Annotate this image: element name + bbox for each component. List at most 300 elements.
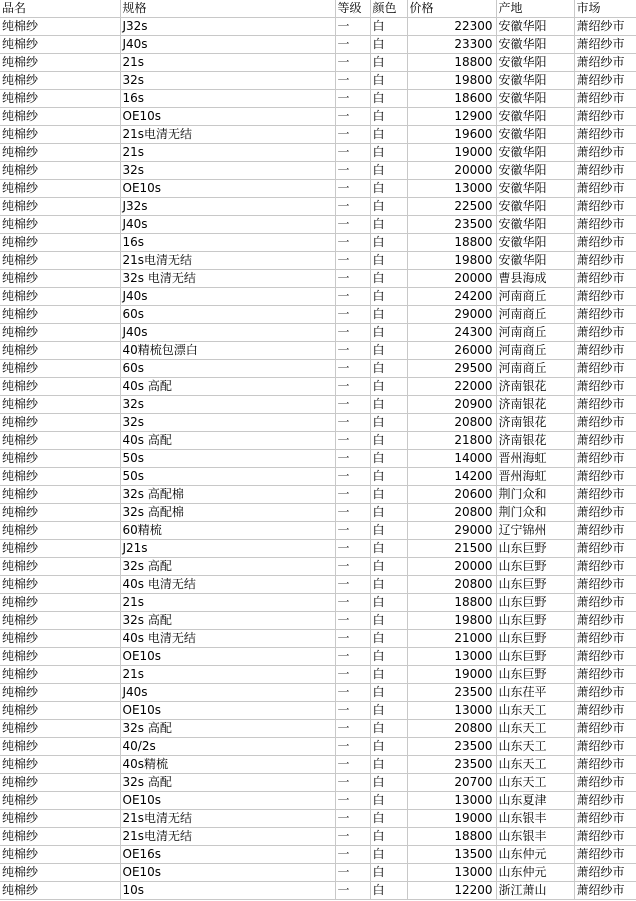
cell-name: 纯棉纱 [0,216,120,234]
cell-spec: OE10s [120,108,335,126]
table-row [0,522,636,540]
cell-price: 18800 [407,828,496,846]
cell-grade: 一 [335,252,370,270]
cell-spec: 32s 高配棉 [120,486,335,504]
cell-price: 19800 [407,72,496,90]
cell-market: 萧绍纱市 [574,540,636,558]
cell-grade: 一 [335,108,370,126]
cell-color: 白 [370,594,407,612]
cell-market: 萧绍纱市 [574,756,636,774]
cell-market: 萧绍纱市 [574,882,636,900]
cell-spec: 16s [120,90,335,108]
table-row [0,504,636,522]
cell-origin: 安徽华阳 [496,36,574,54]
cell-price: 20600 [407,486,496,504]
cell-grade: 一 [335,270,370,288]
cell-market: 萧绍纱市 [574,432,636,450]
cell-price: 12900 [407,108,496,126]
cell-origin: 山东巨野 [496,666,574,684]
cell-spec: 32s [120,396,335,414]
cell-color: 白 [370,738,407,756]
cell-color: 白 [370,504,407,522]
cell-name: 纯棉纱 [0,144,120,162]
table-row [0,234,636,252]
cell-grade: 一 [335,612,370,630]
cell-spec: 60s [120,306,335,324]
cell-price: 20800 [407,720,496,738]
cell-name: 纯棉纱 [0,540,120,558]
cell-name: 纯棉纱 [0,306,120,324]
cell-market: 萧绍纱市 [574,234,636,252]
cell-spec: 21s电清无结 [120,810,335,828]
cell-color: 白 [370,252,407,270]
cell-price: 29500 [407,360,496,378]
cell-origin: 山东银丰 [496,828,574,846]
cell-color: 白 [370,360,407,378]
cell-origin: 安徽华阳 [496,234,574,252]
cell-grade: 一 [335,540,370,558]
cell-origin: 山东天工 [496,738,574,756]
cell-market: 萧绍纱市 [574,702,636,720]
cell-origin: 山东茌平 [496,684,574,702]
cell-grade: 一 [335,774,370,792]
cell-market: 萧绍纱市 [574,504,636,522]
cell-price: 14200 [407,468,496,486]
table-row [0,342,636,360]
table-row [0,846,636,864]
table-row [0,720,636,738]
cell-color: 白 [370,720,407,738]
cell-price: 20800 [407,414,496,432]
cell-origin: 安徽华阳 [496,108,574,126]
cell-color: 白 [370,702,407,720]
cell-name: 纯棉纱 [0,414,120,432]
cell-name: 纯棉纱 [0,18,120,36]
cell-market: 萧绍纱市 [574,666,636,684]
cell-spec: 40精梳包漂白 [120,342,335,360]
cell-name: 纯棉纱 [0,486,120,504]
cell-name: 纯棉纱 [0,612,120,630]
cell-origin: 安徽华阳 [496,252,574,270]
table-row [0,648,636,666]
cell-market: 萧绍纱市 [574,288,636,306]
cell-origin: 济南银花 [496,396,574,414]
cell-color: 白 [370,486,407,504]
cell-color: 白 [370,774,407,792]
cell-spec: 60精梳 [120,522,335,540]
cell-origin: 曹县海成 [496,270,574,288]
table-row [0,774,636,792]
cell-grade: 一 [335,324,370,342]
cell-origin: 安徽华阳 [496,18,574,36]
cell-color: 白 [370,234,407,252]
table-row [0,684,636,702]
cell-color: 白 [370,324,407,342]
cell-market: 萧绍纱市 [574,594,636,612]
cell-origin: 山东天工 [496,774,574,792]
cell-grade: 一 [335,792,370,810]
table-row [0,54,636,72]
cell-spec: 40s 电清无结 [120,630,335,648]
cell-color: 白 [370,90,407,108]
cell-name: 纯棉纱 [0,180,120,198]
cell-price: 21800 [407,432,496,450]
table-row [0,558,636,576]
cell-color: 白 [370,378,407,396]
cell-market: 萧绍纱市 [574,162,636,180]
cell-grade: 一 [335,414,370,432]
cell-price: 23500 [407,756,496,774]
cell-spec: 50s [120,468,335,486]
cell-name: 纯棉纱 [0,450,120,468]
cell-grade: 一 [335,882,370,900]
cell-grade: 一 [335,90,370,108]
cell-spec: OE10s [120,792,335,810]
cell-name: 纯棉纱 [0,270,120,288]
cell-grade: 一 [335,594,370,612]
cell-market: 萧绍纱市 [574,18,636,36]
cell-name: 纯棉纱 [0,36,120,54]
cell-name: 纯棉纱 [0,666,120,684]
cell-price: 13000 [407,180,496,198]
cell-origin: 济南银花 [496,432,574,450]
cell-grade: 一 [335,198,370,216]
cell-origin: 荆门众和 [496,486,574,504]
table-row [0,252,636,270]
cell-name: 纯棉纱 [0,702,120,720]
cell-market: 萧绍纱市 [574,180,636,198]
table-row [0,594,636,612]
cell-market: 萧绍纱市 [574,324,636,342]
cell-name: 纯棉纱 [0,54,120,72]
cell-price: 20000 [407,162,496,180]
cell-origin: 山东巨野 [496,648,574,666]
cell-price: 19800 [407,252,496,270]
table-row [0,216,636,234]
cell-price: 22300 [407,18,496,36]
cell-origin: 山东银丰 [496,810,574,828]
table-row [0,540,636,558]
cell-market: 萧绍纱市 [574,684,636,702]
cell-color: 白 [370,126,407,144]
cell-name: 纯棉纱 [0,846,120,864]
cell-origin: 河南商丘 [496,342,574,360]
cell-grade: 一 [335,666,370,684]
cell-color: 白 [370,342,407,360]
table-row [0,486,636,504]
table-row [0,162,636,180]
cell-market: 萧绍纱市 [574,648,636,666]
cell-name: 纯棉纱 [0,378,120,396]
table-row [0,396,636,414]
cell-price: 19800 [407,612,496,630]
cell-color: 白 [370,180,407,198]
cell-grade: 一 [335,864,370,882]
cell-price: 18800 [407,234,496,252]
cell-color: 白 [370,540,407,558]
table-row [0,702,636,720]
cell-origin: 山东巨野 [496,558,574,576]
cell-grade: 一 [335,720,370,738]
cell-origin: 山东巨野 [496,540,574,558]
cell-spec: 32s 高配 [120,774,335,792]
cell-spec: J32s [120,18,335,36]
cell-market: 萧绍纱市 [574,270,636,288]
cell-spec: 40s 电清无结 [120,576,335,594]
table-row [0,792,636,810]
cell-spec: J40s [120,288,335,306]
cell-spec: 10s [120,882,335,900]
cell-color: 白 [370,756,407,774]
cell-market: 萧绍纱市 [574,126,636,144]
cell-grade: 一 [335,738,370,756]
cell-color: 白 [370,432,407,450]
table-row [0,576,636,594]
cell-name: 纯棉纱 [0,108,120,126]
cell-origin: 安徽华阳 [496,90,574,108]
cell-price: 21000 [407,630,496,648]
cell-origin: 安徽华阳 [496,72,574,90]
cell-name: 纯棉纱 [0,324,120,342]
cell-grade: 一 [335,144,370,162]
cell-spec: OE16s [120,846,335,864]
cell-origin: 浙江萧山 [496,882,574,900]
cell-market: 萧绍纱市 [574,828,636,846]
cell-grade: 一 [335,162,370,180]
header-row [0,0,636,18]
cell-origin: 山东仲元 [496,864,574,882]
cell-price: 29000 [407,522,496,540]
table-row [0,864,636,882]
cell-color: 白 [370,576,407,594]
cell-grade: 一 [335,72,370,90]
cell-origin: 安徽华阳 [496,198,574,216]
cell-color: 白 [370,414,407,432]
cell-price: 20900 [407,396,496,414]
cell-grade: 一 [335,630,370,648]
cell-grade: 一 [335,180,370,198]
table-row [0,18,636,36]
cell-name: 纯棉纱 [0,648,120,666]
table-row [0,72,636,90]
cell-grade: 一 [335,54,370,72]
cell-grade: 一 [335,450,370,468]
cell-name: 纯棉纱 [0,252,120,270]
cell-color: 白 [370,396,407,414]
table-row [0,36,636,54]
cell-name: 纯棉纱 [0,828,120,846]
cell-spec: 21s电清无结 [120,828,335,846]
cell-price: 14000 [407,450,496,468]
cell-origin: 河南商丘 [496,288,574,306]
table-row [0,612,636,630]
cell-price: 19000 [407,144,496,162]
cell-name: 纯棉纱 [0,504,120,522]
cell-spec: 40s 高配 [120,432,335,450]
cell-price: 18600 [407,90,496,108]
cell-color: 白 [370,846,407,864]
cell-color: 白 [370,684,407,702]
cell-color: 白 [370,198,407,216]
table-row [0,828,636,846]
cell-market: 萧绍纱市 [574,54,636,72]
cell-origin: 荆门众和 [496,504,574,522]
cell-market: 萧绍纱市 [574,630,636,648]
cell-name: 纯棉纱 [0,162,120,180]
cell-name: 纯棉纱 [0,198,120,216]
cell-origin: 山东巨野 [496,612,574,630]
cell-price: 24300 [407,324,496,342]
table-row [0,882,636,900]
cell-price: 13500 [407,846,496,864]
cell-name: 纯棉纱 [0,342,120,360]
table-row [0,144,636,162]
cell-spec: 40s 高配 [120,378,335,396]
cell-origin: 安徽华阳 [496,216,574,234]
cell-color: 白 [370,270,407,288]
cell-color: 白 [370,882,407,900]
cell-spec: 50s [120,450,335,468]
table-row [0,414,636,432]
cell-price: 29000 [407,306,496,324]
header-cell-grade: 等级 [335,0,370,18]
cell-grade: 一 [335,234,370,252]
cell-spec: 60s [120,360,335,378]
table-row [0,126,636,144]
cell-grade: 一 [335,468,370,486]
cell-market: 萧绍纱市 [574,414,636,432]
cell-origin: 山东仲元 [496,846,574,864]
cell-price: 23300 [407,36,496,54]
cell-origin: 济南银花 [496,378,574,396]
cell-market: 萧绍纱市 [574,774,636,792]
cell-market: 萧绍纱市 [574,396,636,414]
cell-market: 萧绍纱市 [574,864,636,882]
cell-color: 白 [370,36,407,54]
cell-spec: 21s [120,666,335,684]
cell-spec: OE10s [120,180,335,198]
cell-spec: 32s 高配 [120,720,335,738]
cell-grade: 一 [335,702,370,720]
header-cell-name: 品名 [0,0,120,18]
cell-market: 萧绍纱市 [574,612,636,630]
header-cell-market: 市场 [574,0,636,18]
cell-name: 纯棉纱 [0,756,120,774]
cell-origin: 山东巨野 [496,594,574,612]
cell-name: 纯棉纱 [0,792,120,810]
cell-price: 26000 [407,342,496,360]
cell-color: 白 [370,864,407,882]
cell-market: 萧绍纱市 [574,486,636,504]
cell-name: 纯棉纱 [0,630,120,648]
cell-price: 23500 [407,216,496,234]
cell-spec: 16s [120,234,335,252]
cell-color: 白 [370,72,407,90]
cell-color: 白 [370,792,407,810]
cell-color: 白 [370,162,407,180]
cell-grade: 一 [335,360,370,378]
cell-name: 纯棉纱 [0,468,120,486]
cell-color: 白 [370,18,407,36]
cell-market: 萧绍纱市 [574,576,636,594]
cell-grade: 一 [335,36,370,54]
cell-grade: 一 [335,522,370,540]
cell-origin: 山东天工 [496,702,574,720]
cell-origin: 山东夏津 [496,792,574,810]
cell-price: 20800 [407,576,496,594]
cell-spec: 40s精梳 [120,756,335,774]
cell-name: 纯棉纱 [0,864,120,882]
cell-color: 白 [370,144,407,162]
cell-spec: J40s [120,324,335,342]
table-row [0,432,636,450]
table-row [0,810,636,828]
cell-market: 萧绍纱市 [574,90,636,108]
cell-market: 萧绍纱市 [574,36,636,54]
table-row [0,324,636,342]
cell-market: 萧绍纱市 [574,792,636,810]
table-row [0,180,636,198]
cell-market: 萧绍纱市 [574,108,636,126]
cell-name: 纯棉纱 [0,126,120,144]
table-row [0,756,636,774]
cell-color: 白 [370,108,407,126]
table-row [0,630,636,648]
cell-origin: 安徽华阳 [496,54,574,72]
cell-name: 纯棉纱 [0,558,120,576]
cell-grade: 一 [335,432,370,450]
cell-market: 萧绍纱市 [574,72,636,90]
cell-spec: J40s [120,36,335,54]
header-cell-color: 颜色 [370,0,407,18]
cell-market: 萧绍纱市 [574,252,636,270]
cell-grade: 一 [335,396,370,414]
cell-price: 19000 [407,666,496,684]
cell-price: 19600 [407,126,496,144]
cell-market: 萧绍纱市 [574,378,636,396]
cell-spec: 32s [120,162,335,180]
cell-color: 白 [370,54,407,72]
cell-color: 白 [370,666,407,684]
cell-grade: 一 [335,756,370,774]
table-row [0,288,636,306]
cell-origin: 山东天工 [496,720,574,738]
cell-market: 萧绍纱市 [574,306,636,324]
cell-grade: 一 [335,810,370,828]
cell-name: 纯棉纱 [0,774,120,792]
cell-grade: 一 [335,648,370,666]
cell-grade: 一 [335,504,370,522]
table-row [0,468,636,486]
cell-name: 纯棉纱 [0,594,120,612]
cell-grade: 一 [335,288,370,306]
cell-color: 白 [370,288,407,306]
cell-price: 13000 [407,648,496,666]
cell-name: 纯棉纱 [0,234,120,252]
cell-name: 纯棉纱 [0,396,120,414]
cell-color: 白 [370,630,407,648]
cell-origin: 山东天工 [496,756,574,774]
cell-name: 纯棉纱 [0,810,120,828]
cell-origin: 安徽华阳 [496,126,574,144]
cell-color: 白 [370,306,407,324]
cell-grade: 一 [335,846,370,864]
cell-name: 纯棉纱 [0,90,120,108]
cell-origin: 辽宁锦州 [496,522,574,540]
cell-spec: J32s [120,198,335,216]
cell-name: 纯棉纱 [0,684,120,702]
cell-color: 白 [370,828,407,846]
